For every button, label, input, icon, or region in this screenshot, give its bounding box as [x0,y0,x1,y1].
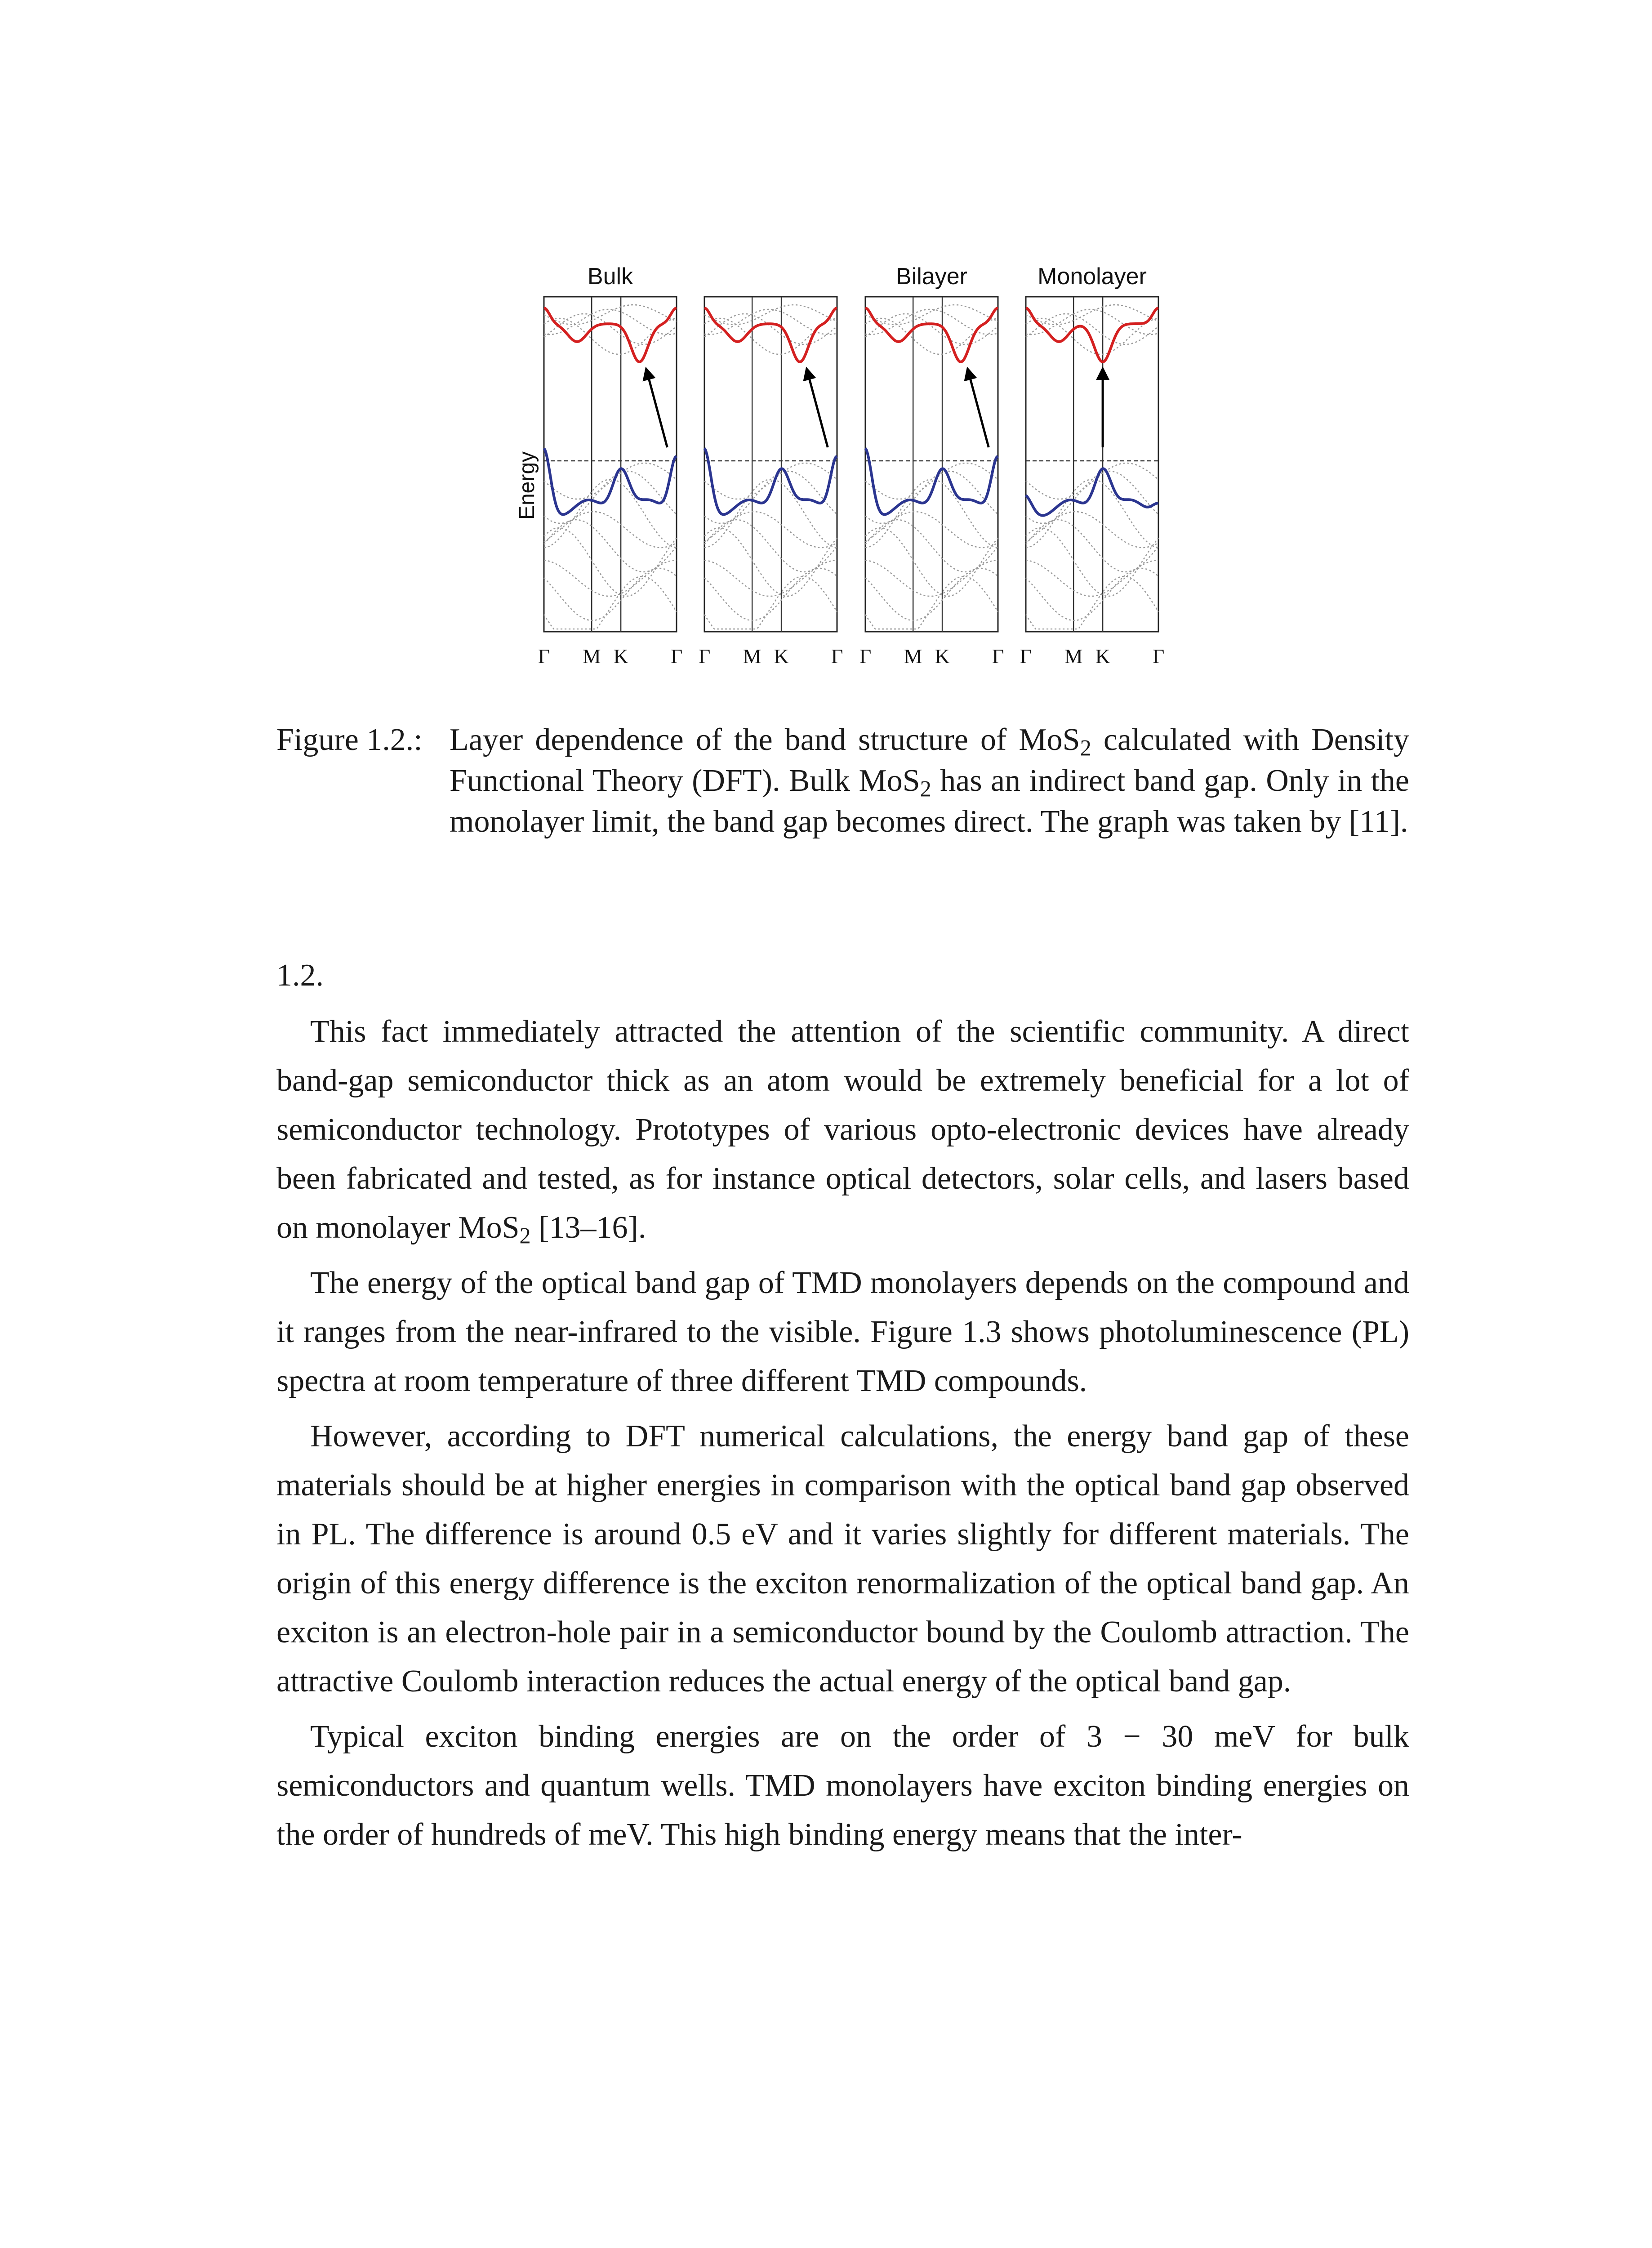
paragraph-subscript: 2 [519,1223,531,1249]
panel-title: Bulk [587,263,633,290]
valence-band-other [544,560,677,596]
kpoint-label: K [1095,645,1110,668]
transition-arrow [647,373,667,447]
valence-band-other [865,560,998,596]
kpoint-label: K [935,645,950,668]
band-panel [699,297,843,668]
paragraph-4: Typical exciton binding energies are on the order of 3 − 30 meV for bulk semiconductors and quantum wells. TMD monolayers have exciton binding energies on the order of hundreds of meV. This high binding energy means that the inter- [276,1719,1409,1852]
paragraph-text: [13–16]. [530,1210,646,1245]
valence-band-other [865,528,998,596]
caption-text-part: has an indirect band gap. Only in the monolayer limit, the band gap becomes direct. The graph was taken by [11]. [450,763,1410,839]
valence-band-other [1026,512,1158,548]
conduction-band-min [544,308,677,362]
kpoint-label: M [1064,645,1083,668]
body-text [276,951,1409,1865]
valence-band-other [1026,568,1158,620]
conduction-band-min [865,308,998,362]
caption-text [450,719,1409,842]
kpoint-label: K [613,645,628,668]
caption-text-part: Layer dependence of the band structure of MoS [450,723,1080,757]
valence-band-other [704,568,837,620]
band-structure-figure [503,256,1205,706]
kpoint-label: M [743,645,761,668]
valence-band-other [1026,560,1158,596]
valence-band-other [865,576,998,629]
kpoint-label: Γ [670,645,683,668]
valence-band-other [704,576,837,629]
kpoint-label: M [904,645,922,668]
kpoint-label: K [774,645,789,668]
paragraph-3: However, according to DFT numerical calculations, the energy band gap of these materials should be at higher energies in comparison with the optical band gap observed in PL. The difference is around 0.5 eV and it varies slightly for different materials. The origin of this energy difference is the exciton renormalization of the optical band gap. An exciton is an electron-hole pair in a semiconductor bound by the Coulomb attraction. The attractive Coulomb interaction reduces the actual energy of the optical band gap. [276,1419,1409,1699]
kpoint-label: Γ [992,645,1004,668]
panel-frame [544,297,677,632]
valence-band-other [865,512,998,548]
panel-title: Monolayer [1038,263,1147,290]
valence-band-other [544,520,677,572]
valence-band-other [865,568,998,620]
valence-band-other [1026,520,1158,572]
kpoint-label: Γ [831,645,843,668]
valence-band-other [704,528,837,596]
band-panel [538,263,683,668]
y-axis-label: Energy [515,451,539,520]
valence-band-other [544,512,677,548]
kpoint-label: Γ [859,645,872,668]
figure-caption [276,719,1409,842]
valence-band-other [704,560,837,596]
panel-title: Bilayer [896,263,967,290]
paragraph-text: This fact immediately attracted the attention of the scientific community. A direct band-gap semiconductor thick as an atom would be extremely beneficial for a lot of semiconductor technology. Prototypes of various opto-electronic devices have already been fabricated and tested, as for instance optical detectors, solar cells, and lasers based on monolayer MoS [276,1014,1409,1245]
transition-arrow [969,373,989,447]
band-structure-plot [503,256,1205,706]
panel-frame [1026,297,1158,632]
section-number: 1.2. [276,958,324,993]
band-panel [1020,263,1165,668]
valence-band-other [544,528,677,596]
kpoint-label: Γ [1020,645,1032,668]
panel-frame [865,297,998,632]
valence-band-other [544,568,677,620]
valence-band-other [1026,576,1158,629]
caption-label: Figure 1.2.: [276,723,423,757]
conduction-band-min [704,308,837,362]
caption-subscript: 2 [920,776,931,802]
panels-layer [538,263,1165,668]
kpoint-label: Γ [698,645,711,668]
kpoint-label: Γ [1152,645,1165,668]
kpoint-label: Γ [538,645,550,668]
valence-band-other [544,576,677,629]
paragraph-2: The energy of the optical band gap of TMD monolayers depends on the compound and it ranges from the near-infrared to the visible. Figure 1.3 shows photoluminescence (PL) spectra at room temperature of three different TMD compounds. [276,1266,1409,1398]
band-panel [859,263,1004,668]
transition-arrow [808,373,828,447]
valence-band-other [704,512,837,548]
valence-band-other [704,520,837,572]
paragraph-1 [276,1007,1409,1252]
valence-band-other [865,520,998,572]
conduction-band-min [1026,308,1158,362]
caption-subscript: 2 [1080,735,1091,761]
panel-frame [704,297,837,632]
kpoint-label: M [582,645,601,668]
valence-band-other [1026,528,1158,596]
caption-text-part: calculated with Density Functional Theory (DFT). Bulk MoS [450,723,1409,798]
